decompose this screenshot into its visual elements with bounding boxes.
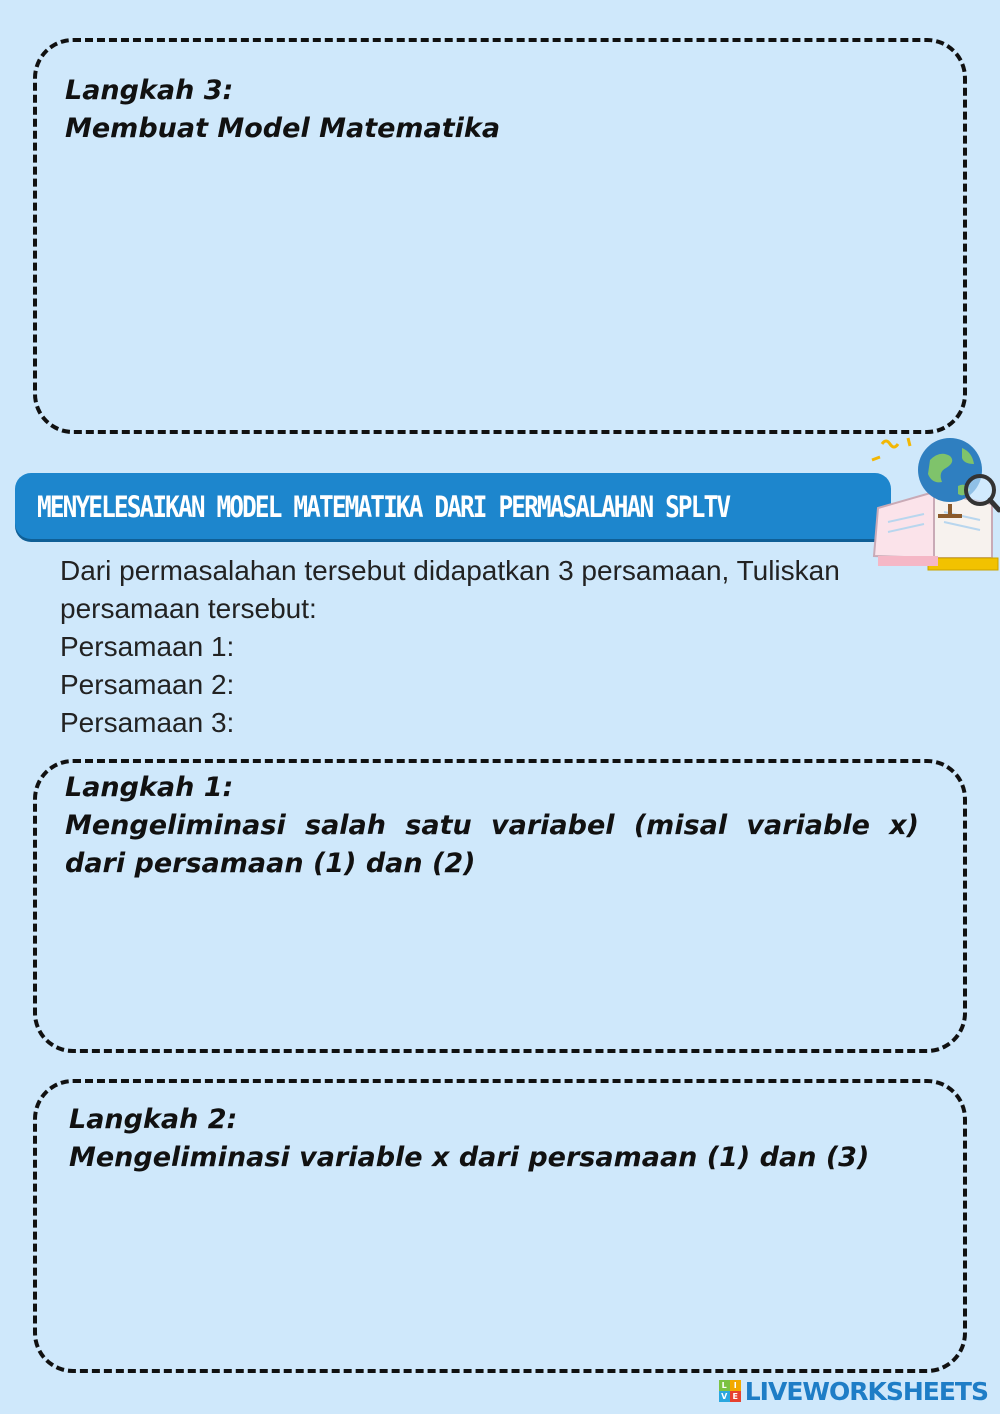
liveworksheets-brand: LIVEWORKSHEETS: [744, 1376, 988, 1406]
instructions: [60, 552, 935, 742]
step-1-title: Mengeliminasi salah satu variabel (misal variable x) dari persamaan (1) dan (2): [65, 810, 919, 879]
step-2-title: Mengeliminasi variable x dari persamaan (1) dan (3): [69, 1142, 870, 1173]
step-3-answer-area[interactable]: [61, 162, 939, 408]
step-3-heading: [65, 72, 933, 148]
step-1-card: [33, 759, 967, 1053]
step-2-answer-area[interactable]: [61, 1193, 939, 1347]
step-1-label: Langkah 1:: [65, 772, 234, 803]
liveworksheets-badge-icon: L I V E: [719, 1380, 741, 1402]
equation-2-label: Persamaan 2:: [60, 669, 235, 700]
equation-1-label: Persamaan 1:: [60, 631, 235, 662]
step-1-heading: [65, 769, 919, 883]
step-3-card: [33, 38, 967, 434]
instructions-intro: Dari permasalahan tersebut didapatkan 3 persamaan, Tuliskan persamaan tersebut:: [60, 555, 840, 624]
equation-3-label: Persamaan 3:: [60, 707, 235, 738]
step-1-answer-area[interactable]: [61, 893, 939, 1027]
step-2-card: [33, 1079, 967, 1373]
step-3-label: Langkah 3:: [65, 75, 234, 106]
step-3-title: Membuat Model Matematika: [65, 113, 501, 144]
liveworksheets-logo[interactable]: [719, 1376, 988, 1406]
section-banner: [15, 473, 891, 539]
step-2-heading: [69, 1101, 933, 1177]
section-heading: MENYELESAIKAN MODEL MATEMATIKA DARI PERMASALAHAN SPLTV: [37, 490, 730, 524]
step-2-label: Langkah 2:: [69, 1104, 238, 1135]
